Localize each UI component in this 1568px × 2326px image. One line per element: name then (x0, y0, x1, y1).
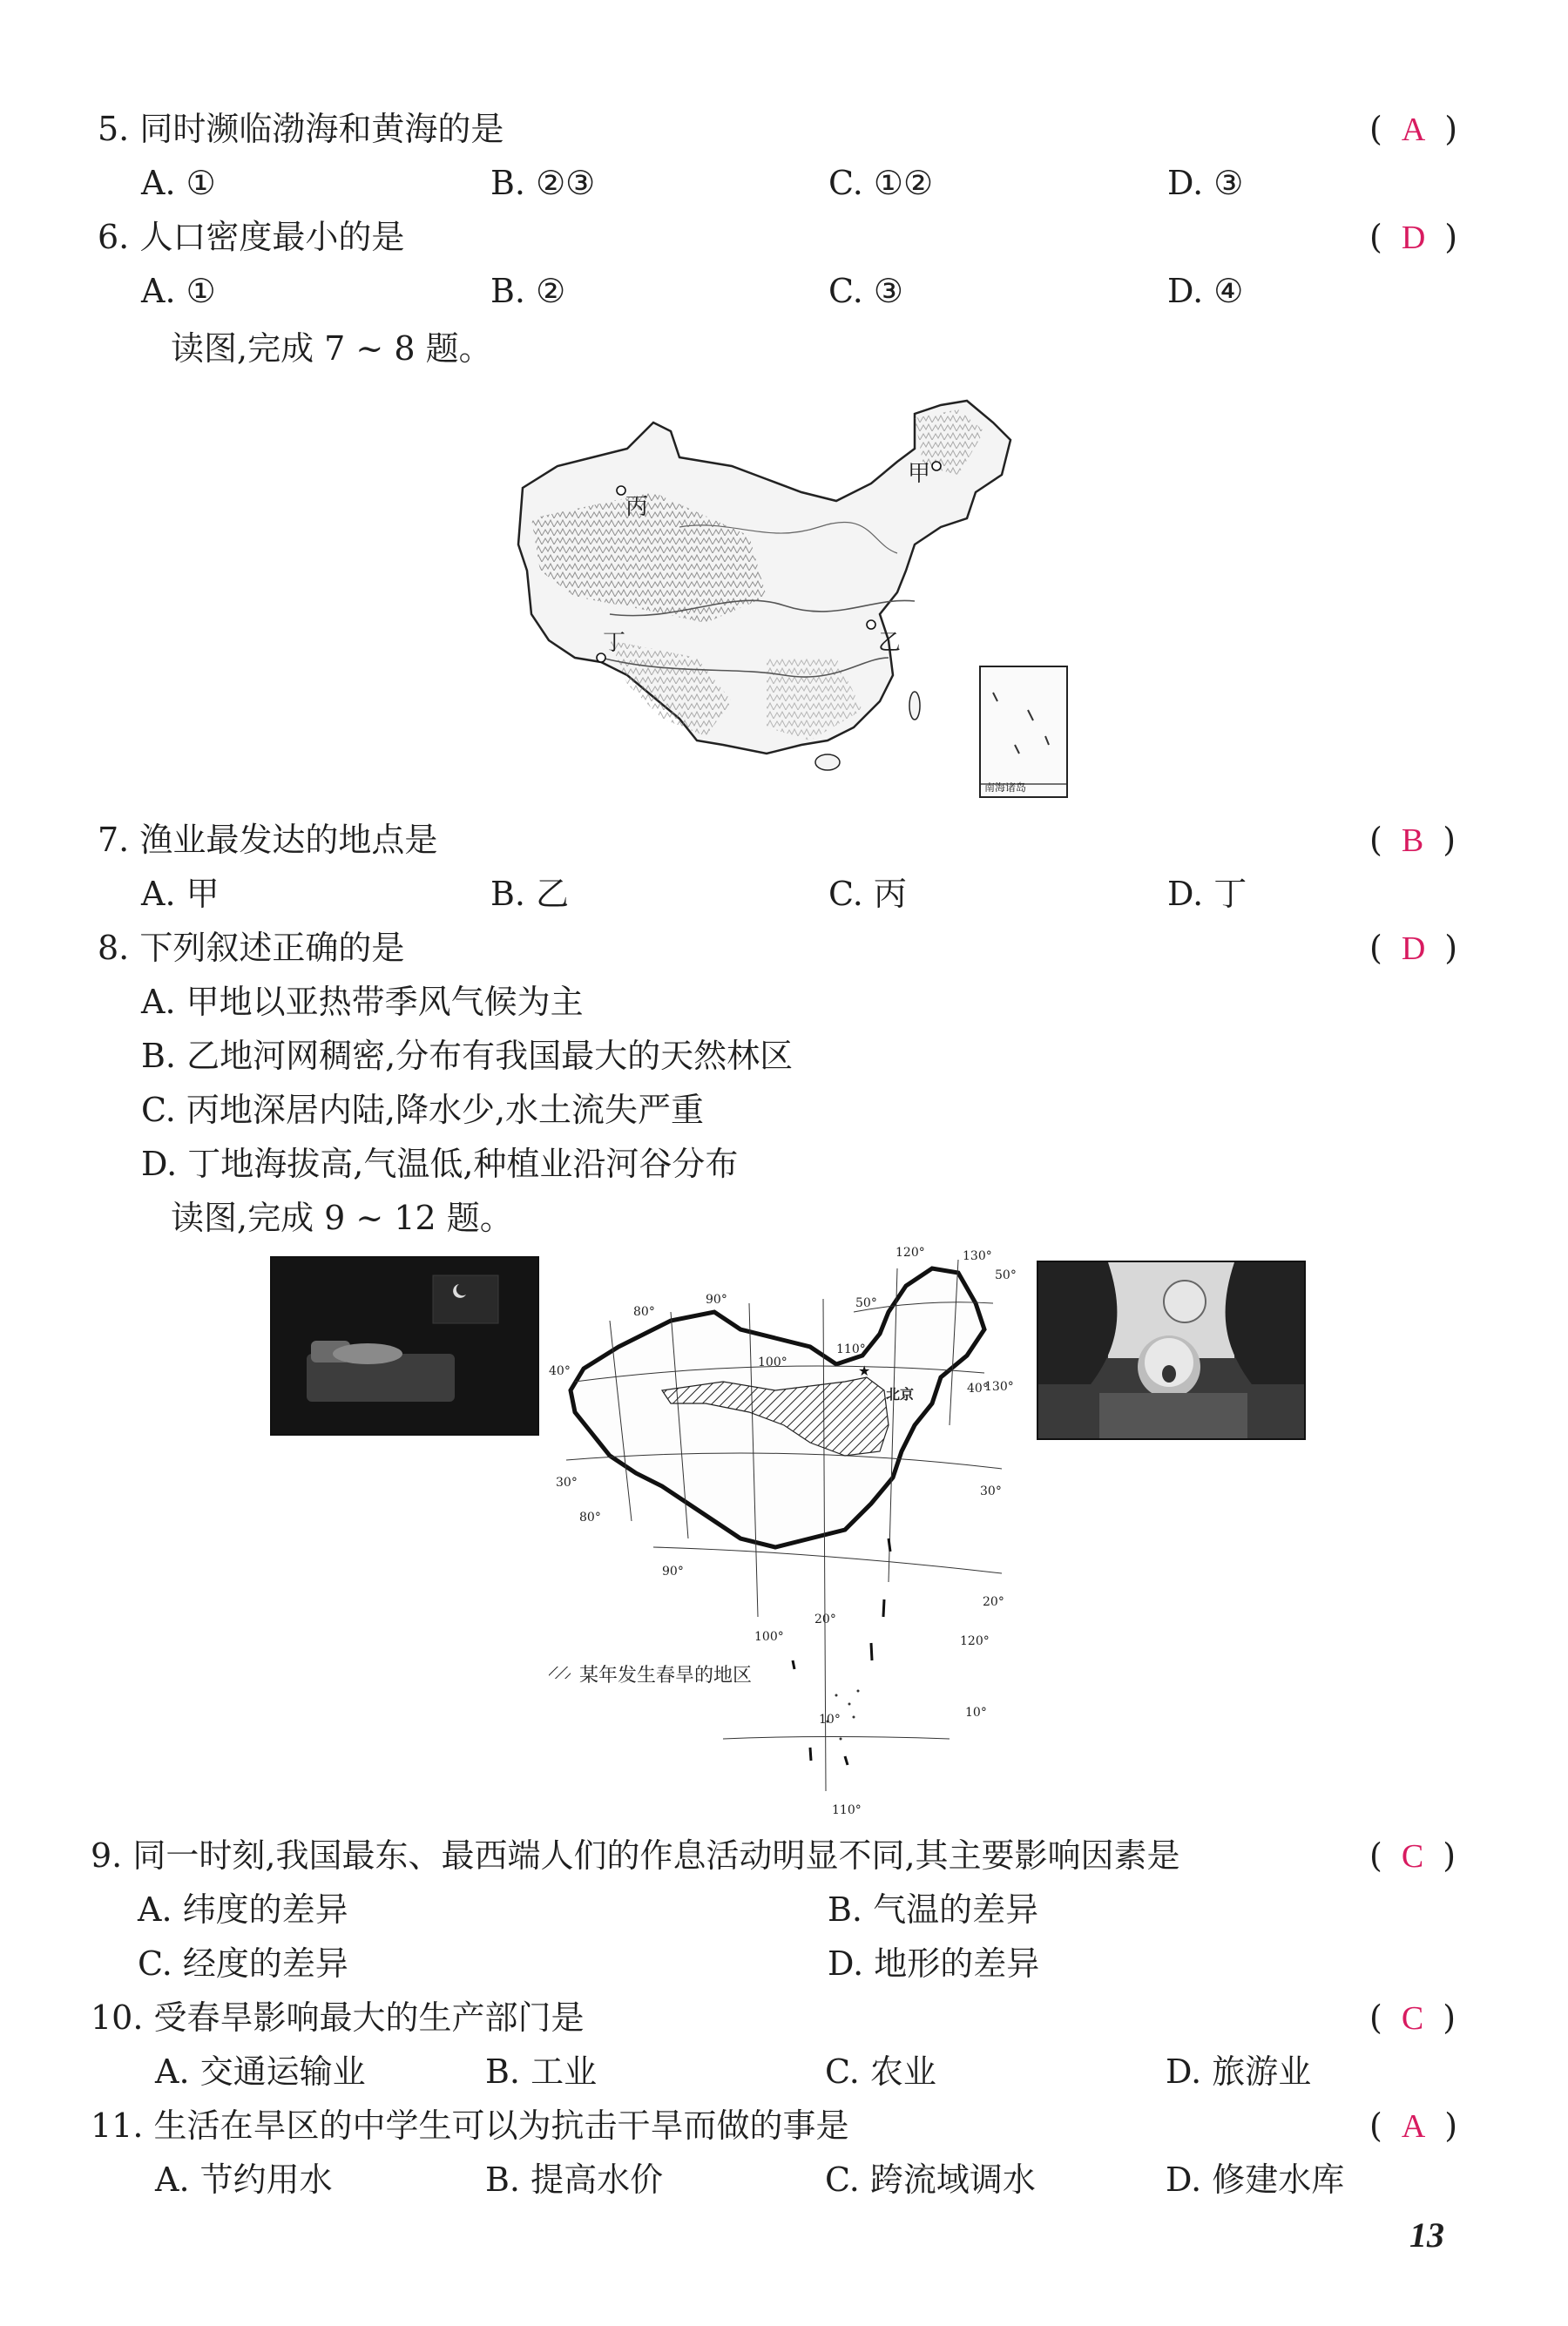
question-number: 5. (98, 110, 130, 148)
option-c: C. ①② (828, 164, 934, 202)
lon-label: 130° (984, 1380, 1014, 1394)
inset-box (980, 666, 1067, 797)
lat-label: 20° (814, 1613, 836, 1626)
question-number: 11. (91, 2106, 144, 2145)
svg-text:★: ★ (858, 1362, 871, 1379)
answer-letter: A (1401, 112, 1426, 148)
point-yi (867, 620, 875, 629)
lon-label: 90° (662, 1565, 684, 1579)
inset-label: 南海诸岛 (984, 781, 1027, 794)
legend-label: 某年发生春旱的地区 (579, 1665, 753, 1687)
answer-bracket-5: ( A ) (1369, 110, 1458, 148)
lon-label: 80° (633, 1305, 655, 1319)
option-b: B. 提高水价 (485, 2160, 664, 2199)
lat-label: 40° (967, 1382, 989, 1396)
question-9 (91, 1835, 1180, 1876)
question-text: 下列叙述正确的是 (139, 929, 405, 967)
option-a: A. 甲 (141, 875, 220, 913)
question-text: 渔业最发达的地点是 (139, 821, 438, 859)
answer-bracket-7: ( B ) (1369, 821, 1456, 859)
option-c: C. 经度的差异 (138, 1944, 348, 1983)
question-8 (98, 927, 404, 969)
question-number: 6. (98, 218, 130, 256)
point-bing (617, 486, 625, 495)
option-a: A. 节约用水 (155, 2160, 333, 2199)
option-c: C. 跨流域调水 (825, 2160, 1036, 2199)
answer-bracket-11: ( A ) (1369, 2106, 1458, 2145)
question-text: 受春旱影响最大的生产部门是 (153, 1998, 585, 2037)
answer-bracket-10: ( C ) (1369, 1998, 1456, 2037)
answer-letter: A (1401, 2108, 1426, 2145)
lat-label: 30° (980, 1484, 1002, 1498)
option-c: C. 丙 (828, 875, 907, 913)
question-5 (98, 108, 504, 150)
beijing-label: 北京 (886, 1386, 915, 1403)
drought-map (549, 1246, 1019, 1817)
question-6 (98, 216, 404, 258)
option-b: B. 工业 (485, 2052, 598, 2091)
option-c: C. ③ (828, 272, 903, 310)
option-b: B. ② (490, 272, 566, 310)
option-a: A. ① (141, 272, 216, 310)
page-number: 13 (1409, 2215, 1444, 2255)
intro-9-12: 读图,完成 9 ~ 12 题。 (171, 1199, 513, 1237)
question-number: 8. (98, 929, 130, 967)
question-number: 10. (91, 1998, 144, 2037)
lon-label: 110° (836, 1342, 866, 1356)
lat-label: 50° (995, 1268, 1017, 1282)
option-a: A. 甲地以亚热带季风气候为主 (141, 983, 584, 1021)
lon-label: 120° (960, 1634, 990, 1648)
option-a: A. 交通运输业 (155, 2052, 366, 2091)
option-a: A. 纬度的差异 (138, 1890, 348, 1929)
lat-label: 10° (819, 1713, 841, 1727)
lon-label: 130° (963, 1249, 992, 1263)
terrain-map (505, 396, 1080, 801)
option-d: D. 丁 (1167, 875, 1247, 913)
lat-label: 50° (855, 1296, 877, 1310)
lat-label: 40° (549, 1364, 571, 1378)
answer-letter: B (1401, 822, 1424, 859)
answer-bracket-9: ( C ) (1369, 1836, 1456, 1875)
question-10 (91, 1997, 585, 2039)
question-number: 9. (91, 1836, 123, 1875)
option-d: D. 丁地海拔高,气温低,种植业沿河谷分布 (141, 1145, 739, 1183)
answer-letter: C (1401, 2000, 1424, 2037)
option-c: C. 丙地深居内陆,降水少,水土流失严重 (141, 1091, 705, 1129)
lon-label: 90° (706, 1293, 727, 1307)
option-d: D. 修建水库 (1166, 2160, 1345, 2199)
question-11 (91, 2105, 849, 2147)
point-jia (932, 462, 941, 470)
question-number: 7. (98, 821, 130, 859)
label-ding: 丁 (603, 630, 626, 656)
lon-label: 100° (758, 1356, 787, 1369)
option-d: D. ④ (1167, 272, 1244, 310)
answer-letter: D (1401, 930, 1426, 967)
option-b: B. ②③ (490, 164, 596, 202)
answer-bracket-8: ( D ) (1369, 929, 1458, 967)
option-b: B. 乙 (490, 875, 570, 913)
morning-wakeup-image (1037, 1261, 1306, 1440)
question-text: 同一时刻,我国最东、最西端人们的作息活动明显不同,其主要影响因素是 (132, 1836, 1180, 1875)
question-7 (98, 819, 437, 861)
label-jia: 甲 (908, 461, 931, 487)
lon-label: 80° (579, 1511, 601, 1525)
lon-label: 110° (832, 1803, 862, 1817)
option-d: D. 地形的差异 (828, 1944, 1040, 1983)
lat-label: 30° (556, 1476, 578, 1490)
option-d: D. 旅游业 (1166, 2052, 1312, 2091)
question-text: 人口密度最小的是 (139, 218, 405, 256)
option-c: C. 农业 (825, 2052, 936, 2091)
option-b: B. 气温的差异 (828, 1890, 1039, 1929)
question-text: 同时濒临渤海和黄海的是 (139, 110, 504, 148)
lon-label: 120° (896, 1246, 925, 1260)
intro-7-8: 读图,完成 7 ~ 8 题。 (171, 329, 492, 368)
answer-letter: C (1401, 1838, 1424, 1875)
option-d: D. ③ (1167, 164, 1244, 202)
lat-label: 10° (965, 1706, 987, 1720)
night-sleep-image (270, 1256, 539, 1436)
lon-label: 100° (754, 1630, 784, 1644)
option-a: A. ① (141, 164, 216, 202)
option-b: B. 乙地河网稠密,分布有我国最大的天然林区 (141, 1037, 794, 1075)
lat-label: 20° (983, 1595, 1004, 1609)
label-yi: 乙 (878, 630, 902, 656)
label-bing: 丙 (625, 494, 649, 520)
answer-letter: D (1401, 220, 1426, 256)
question-text: 生活在旱区的中学生可以为抗击干旱而做的事是 (153, 2106, 849, 2145)
answer-bracket-6: ( D ) (1369, 218, 1458, 256)
